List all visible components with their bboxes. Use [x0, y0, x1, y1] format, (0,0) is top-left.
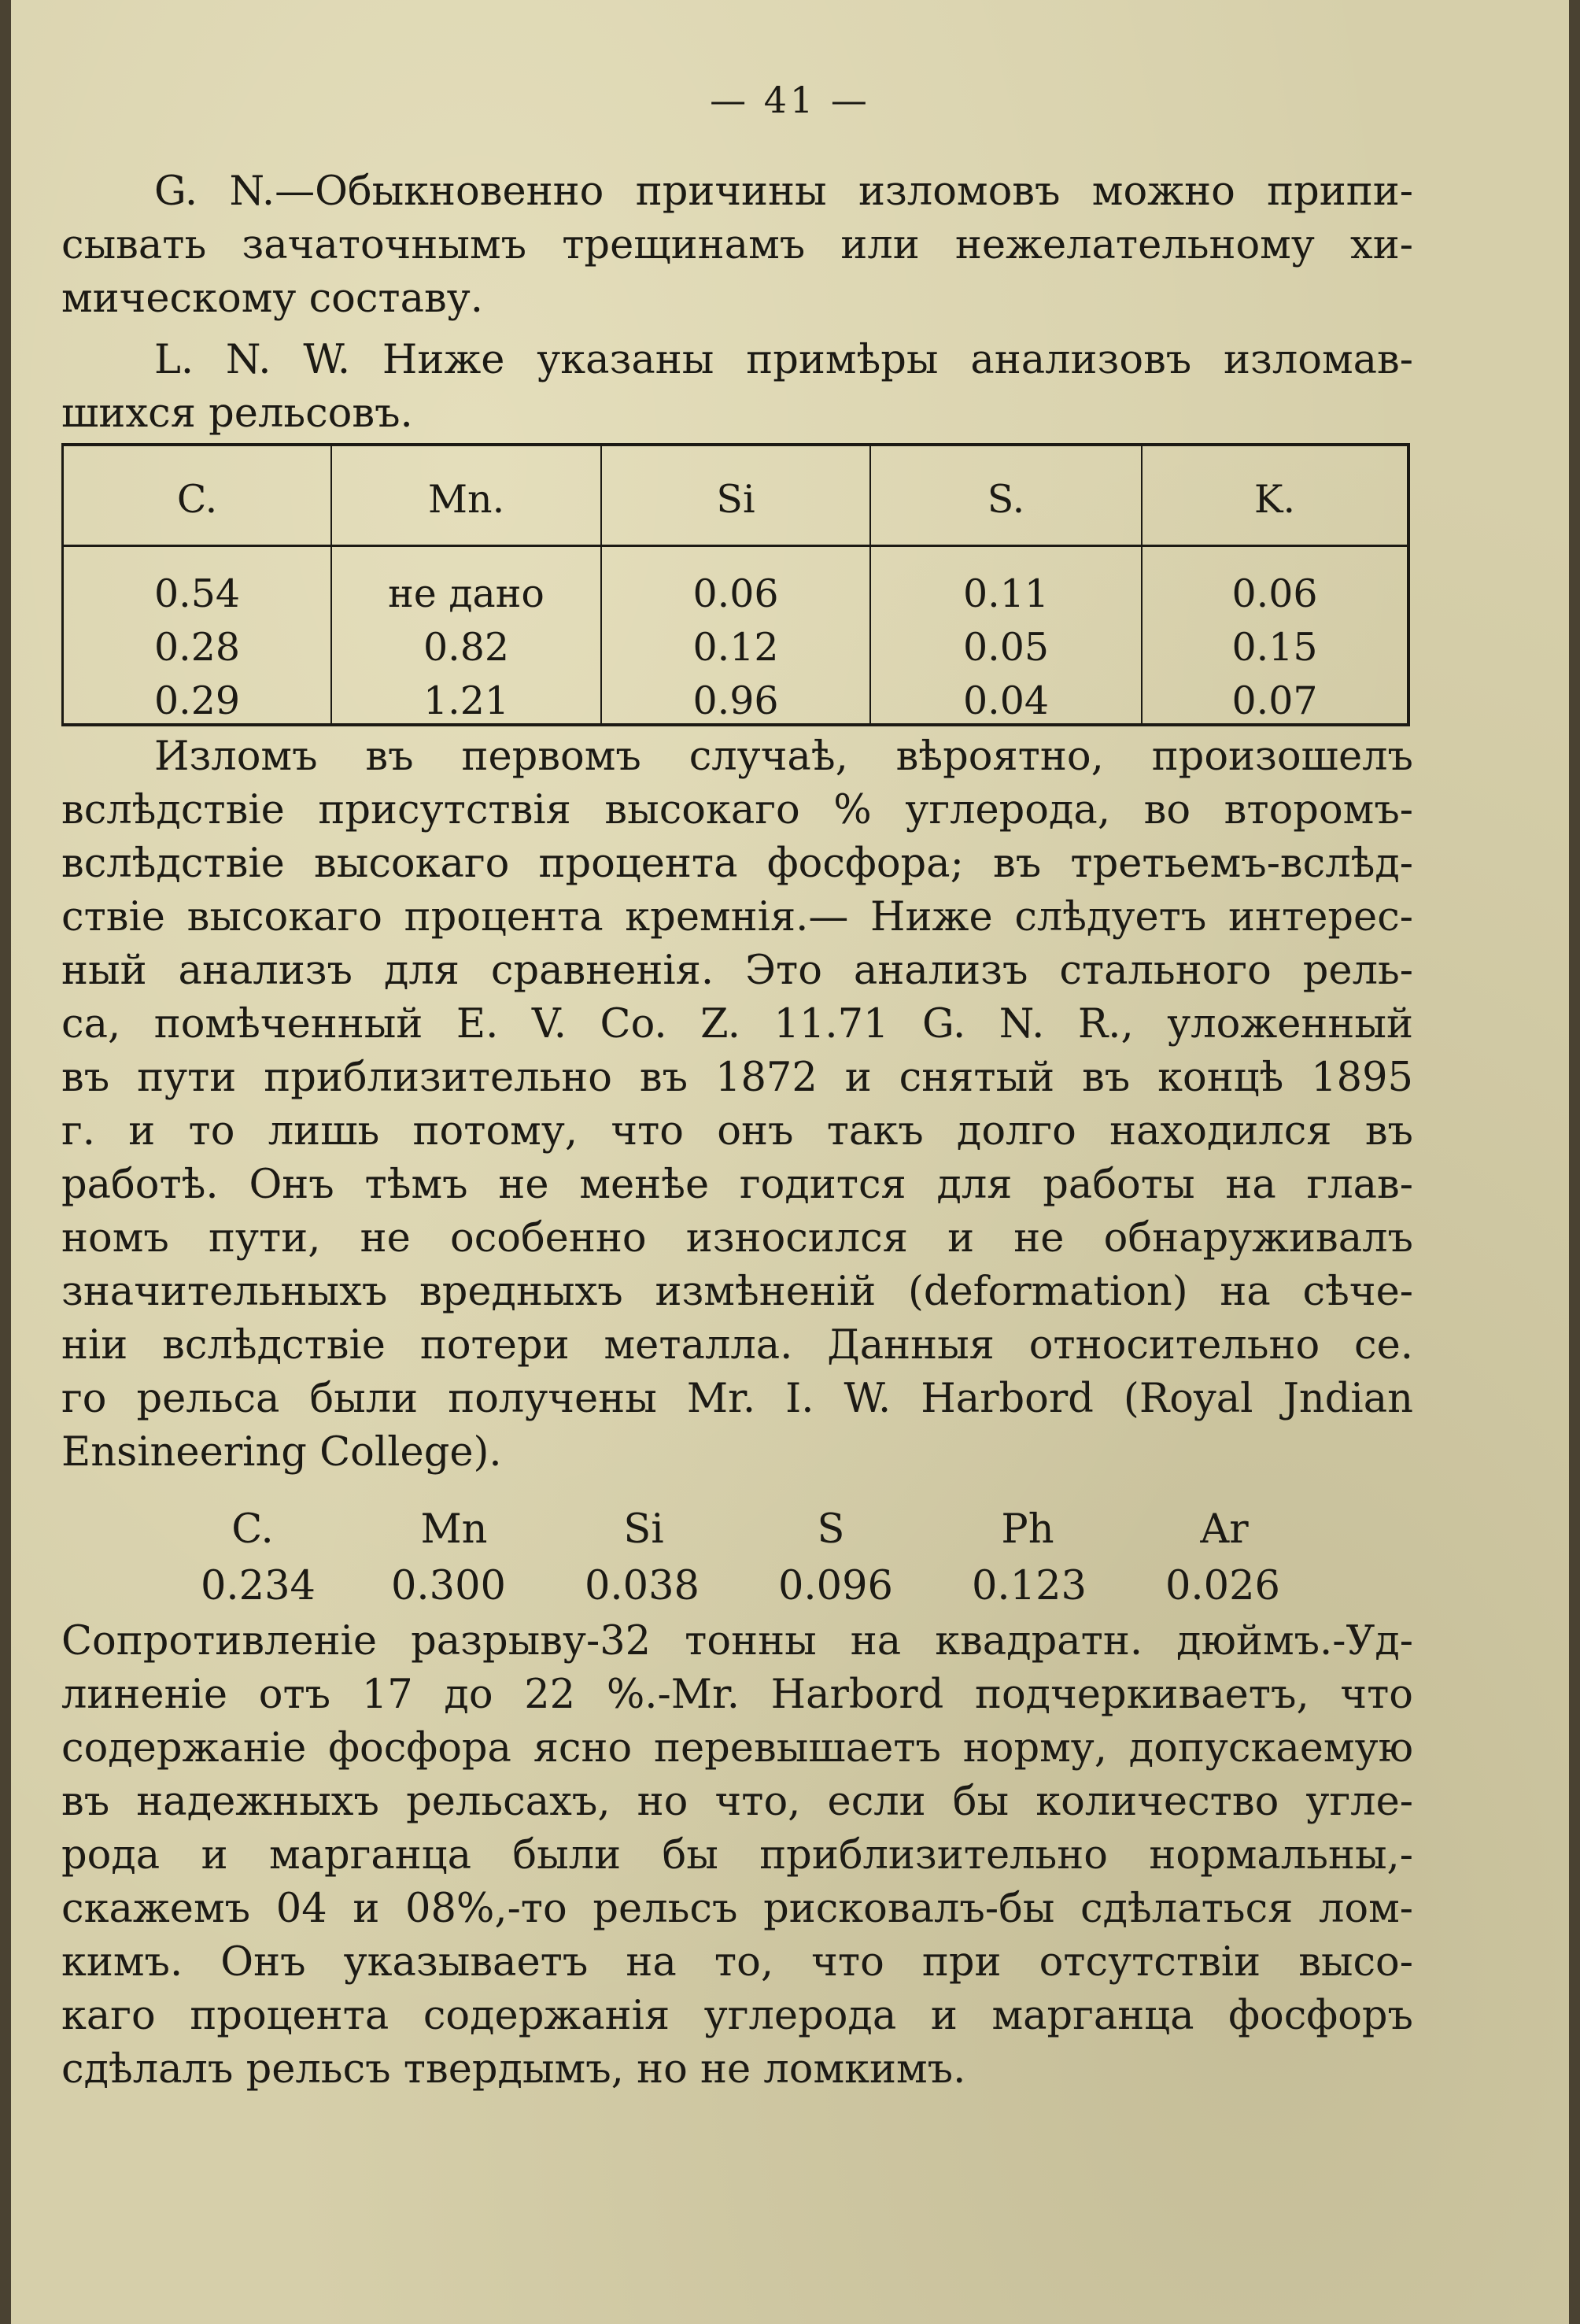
text-line: значительныхъ вредныхъ измѣненій (deformation) на сѣче- — [61, 1269, 1413, 1315]
table-cell: 0.15 — [1231, 625, 1318, 670]
element-value: 0.096 — [777, 1563, 893, 1609]
table-cell: 0.12 — [692, 625, 779, 670]
table-cell: 0.82 — [423, 625, 510, 670]
element-value: 0.234 — [200, 1563, 316, 1609]
paragraph-harbord — [61, 1615, 1413, 2097]
table-cell: 1.21 — [423, 678, 510, 723]
text-line: Изломъ въ первомъ случаѣ, вѣроятно, произошелъ — [154, 733, 1413, 780]
table-header-rule — [64, 446, 1407, 547]
text-line: рода и марганца были бы приблизительно нормальны,- — [61, 1832, 1413, 1879]
table-cell: 0.05 — [962, 625, 1050, 670]
text-line: са, помѣченный E. V. Co. Z. 11.71 G. N. R., уложенный — [61, 1001, 1413, 1047]
element-label: S — [817, 1506, 845, 1553]
table-cell: 0.54 — [153, 571, 241, 616]
text-line: кимъ. Онъ указываетъ на то, что при отсутствіи высо- — [61, 1939, 1413, 1986]
table-header-cell: K. — [1253, 477, 1296, 522]
element-label: C. — [231, 1506, 274, 1553]
element-label: Ar — [1200, 1506, 1249, 1553]
text-line: Ensineering College). — [61, 1429, 502, 1476]
text-line: мическому составу. — [61, 275, 483, 322]
text-line: вслѣдствіе высокаго процента фосфора; въ третьемъ-вслѣд- — [61, 841, 1413, 887]
text-line: G. N.—Обыкновенно причины изломовъ можно припи- — [154, 168, 1413, 215]
text-line: каго процента содержанія углерода и марганца фосфоръ — [61, 1993, 1413, 2039]
element-label: Si — [623, 1506, 664, 1553]
paragraph-gn — [61, 165, 1413, 326]
text-line: скажемъ 04 и 08%,-то рельсъ рисковалъ-бы сдѣлаться лом- — [61, 1886, 1413, 1932]
text-line: г. и то лишь потому, что онъ такъ долго находился въ — [61, 1108, 1413, 1155]
page-edge-left — [0, 0, 11, 2324]
text-line: ніи вслѣдствіе потери металла. Данныя относительно се. — [61, 1322, 1413, 1369]
text-line: L. N. W. Ниже указаны примѣры анализовъ изломав- — [154, 337, 1413, 383]
table-header-cell: Mn. — [427, 477, 505, 522]
table-cell: 0.96 — [692, 678, 779, 723]
page-number: — 41 — — [710, 79, 870, 121]
table-header-cell: S. — [987, 477, 1025, 522]
paragraph-fracture — [61, 730, 1413, 1480]
table-cell: 0.06 — [692, 571, 779, 616]
text-line: содержаніе фосфора ясно перевышаетъ норму, допускаемую — [61, 1725, 1413, 1772]
table-header-cell: Si — [716, 477, 755, 522]
table-cell: 0.29 — [153, 678, 241, 723]
element-value: 0.038 — [584, 1563, 700, 1609]
text-line: сывать зачаточнымъ трещинамъ или нежелательному хи- — [61, 222, 1413, 268]
text-line: номъ пути, не особенно износился и не обнаруживалъ — [61, 1215, 1413, 1262]
text-line: въ пути приблизительно въ 1872 и снятый въ концѣ 1895 — [61, 1055, 1413, 1101]
text-line: Сопротивленіе разрыву-32 тонны на квадратн. дюймъ.-Уд- — [61, 1618, 1413, 1664]
table-cell: 0.06 — [1231, 571, 1318, 616]
analysis-table — [61, 443, 1410, 726]
table-cell: 0.07 — [1231, 678, 1318, 723]
text-line: ствіе высокаго процента кремнія.— Ниже слѣдуетъ интерес- — [61, 894, 1413, 940]
element-label: Ph — [1001, 1506, 1054, 1553]
text-line: сдѣлалъ рельсъ твердымъ, но не ломкимъ. — [61, 2046, 966, 2093]
text-line: ный анализъ для сравненія. Это анализъ стального рель- — [61, 948, 1413, 994]
text-line: работѣ. Онъ тѣмъ не менѣе годится для работы на глав- — [61, 1162, 1413, 1208]
element-label: Mn — [420, 1506, 488, 1553]
text-line: въ надежныхъ рельсахъ, но что, если бы количество угле- — [61, 1779, 1413, 1825]
text-line: шихся рельсовъ. — [61, 390, 413, 437]
paragraph-lnw — [61, 334, 1413, 441]
page-edge-right — [1569, 0, 1580, 2324]
element-value: 0.123 — [971, 1563, 1087, 1609]
text-line: вслѣдствіе присутствія высокаго % углерода, во второмъ- — [61, 787, 1413, 833]
element-value: 0.026 — [1165, 1563, 1280, 1609]
table-cell: 0.11 — [962, 571, 1050, 616]
text-line: го рельса были получены Mr. I. W. Harbord (Royal Jndian — [61, 1376, 1413, 1422]
table-cell: не дано — [388, 571, 545, 616]
table-cell: 0.04 — [962, 678, 1050, 723]
table-cell: 0.28 — [153, 625, 241, 670]
text-line: линеніе отъ 17 до 22 %.-Mr. Harbord подчеркиваетъ, что — [61, 1672, 1413, 1718]
table-header-cell: C. — [176, 477, 218, 522]
element-value: 0.300 — [390, 1563, 506, 1609]
